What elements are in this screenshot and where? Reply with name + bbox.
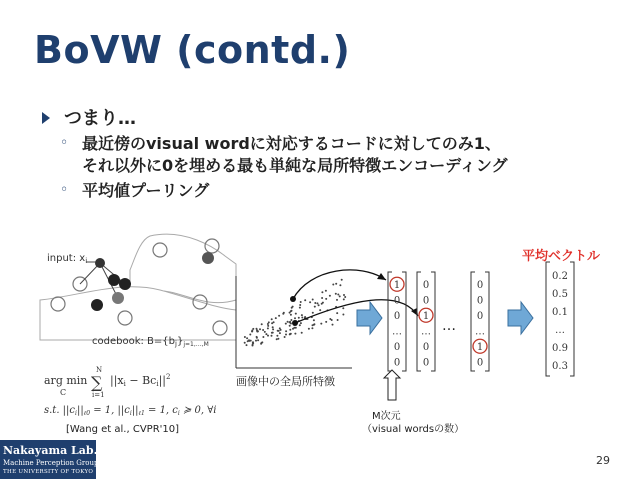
scatter-dot — [257, 331, 259, 333]
scatter-dot — [342, 314, 344, 316]
scatter-dot — [285, 330, 287, 332]
scatter-dot — [325, 290, 327, 292]
scatter-dot — [285, 334, 287, 336]
vector-entry: 0.3 — [552, 361, 568, 372]
scatter-dot — [325, 298, 327, 300]
equation-constraints: s.t. $||c_i||_{\ell 0} = 1$, $||c_i||_{\ell 1} = 1$, $c_i$ ≽ 0, ∀i — [44, 405, 217, 417]
vector-entry: 0.9 — [552, 343, 568, 354]
scatter-dot — [335, 283, 337, 285]
scatter-dot — [313, 323, 315, 325]
scatter-dot — [294, 317, 296, 319]
vector-entry: … — [555, 325, 565, 336]
vector-entry: 0 — [393, 295, 401, 307]
scatter-dot — [267, 335, 269, 337]
scatter-dot — [284, 336, 286, 338]
vector-entry: 0 — [422, 357, 430, 369]
citation: [Wang et al., CVPR'10] — [66, 424, 180, 435]
scatter-dot — [285, 323, 287, 325]
vector-entry: 0.1 — [552, 307, 568, 318]
lab-group: Machine Perception Group — [3, 459, 99, 467]
scatter-dot — [279, 327, 281, 329]
vector-entry: … — [475, 326, 485, 338]
scatter-dot — [257, 339, 259, 341]
average-vector — [546, 262, 574, 376]
scatter-dot — [293, 327, 295, 329]
scatter-dot — [256, 337, 258, 339]
scatter-dot — [290, 323, 292, 325]
selected-codeword — [119, 278, 131, 290]
scatter-dot — [246, 344, 248, 346]
scatter-dot — [332, 284, 334, 286]
scatter-dot — [262, 336, 264, 338]
equation-objective: $||xi - Bci||^2$ — [110, 373, 171, 388]
scatter-dot — [271, 335, 273, 337]
vector-bracket-right — [431, 272, 435, 371]
local-feature-scatter — [236, 276, 352, 368]
vector-entry: … — [421, 326, 431, 338]
equation-argmin: arg min — [44, 374, 88, 387]
curved-arrow-1 — [293, 270, 386, 299]
vector-entry: … — [392, 326, 402, 338]
vector-bracket-left — [471, 272, 475, 371]
scatter-dot — [277, 338, 279, 340]
scatter-dot — [339, 284, 341, 286]
vector-bracket-right — [570, 262, 574, 376]
scatter-dot — [339, 295, 341, 297]
sub-bullet-1-mark: ◦ — [60, 135, 69, 151]
vector-entry: 0 — [422, 295, 430, 307]
vector-entry: 0 — [393, 357, 401, 369]
scatter-dot — [261, 323, 263, 325]
scatter-dot — [272, 332, 274, 334]
scatter-dot — [290, 314, 292, 316]
scatter-dot — [265, 333, 267, 335]
code-vector-2 — [417, 272, 435, 371]
scatter-dot — [301, 317, 303, 319]
selected-codeword — [108, 274, 120, 286]
scatter-dot — [267, 327, 269, 329]
selected-codeword — [112, 292, 124, 304]
dimension-caption-line2: （visual wordsの数） — [362, 424, 465, 435]
sub-bullet-1-line1: 最近傍のvisual wordに対応するコードに対してのみ1、 — [82, 134, 501, 153]
input-label: input: $x_i$ — [47, 253, 88, 265]
scatter-dot — [287, 321, 289, 323]
scatter-dot — [252, 342, 254, 344]
equation-sum-bottom: i=1 — [92, 391, 105, 399]
scatter-dot — [264, 331, 266, 333]
lab-university: THE UNIVERSITY OF TOKYO — [3, 469, 94, 475]
vector-bracket-left — [417, 272, 421, 371]
scatter-dot — [341, 279, 343, 281]
scatter-dot — [336, 299, 338, 301]
block-arrow-to-average — [508, 302, 533, 334]
scatter-dot — [337, 319, 339, 321]
scatter-dot — [313, 319, 315, 321]
scatter-dot — [244, 336, 246, 338]
scatter-dot — [299, 324, 301, 326]
sub-bullet-1-line2: それ以外に0を埋める最も単純な局所特徴エンコーディング — [82, 156, 508, 175]
vectors-ellipsis: … — [442, 318, 456, 334]
scatter-dot — [276, 338, 278, 340]
scatter-dot — [321, 297, 323, 299]
vector-entry: 0 — [422, 279, 430, 291]
scatter-dot — [309, 301, 311, 303]
scatter-dot — [292, 306, 294, 308]
vector-entry: 0 — [393, 341, 401, 353]
code-vector-1 — [388, 272, 406, 371]
scatter-dot — [319, 309, 321, 311]
scatter-dot — [325, 321, 327, 323]
vector-entry: 0 — [393, 310, 401, 322]
vector-bracket-right — [485, 272, 489, 371]
vector-entry: 0 — [476, 310, 484, 322]
vector-entry: 1 — [422, 310, 430, 322]
vector-bracket-left — [546, 262, 550, 376]
scatter-dot — [314, 302, 316, 304]
dimension-caption-line1: M次元 — [372, 411, 401, 422]
scatter-dot — [329, 295, 331, 297]
scatter-dot — [311, 327, 313, 329]
scatter-dot — [256, 328, 258, 330]
scatter-dot — [300, 301, 302, 303]
slide-title: BoVW (contd.) — [34, 28, 351, 72]
scatter-dot — [260, 343, 262, 345]
scatter-dot — [317, 302, 319, 304]
codebook-label: codebook: $B=\{b_j\}_{j=1,\dots,M}$ — [92, 336, 209, 348]
scatter-dot — [276, 335, 278, 337]
scatter-dot — [312, 324, 314, 326]
scatter-dot — [342, 307, 344, 309]
scatter-dot — [262, 329, 264, 331]
scatter-dot — [344, 296, 346, 298]
vector-entry: 1 — [476, 341, 484, 353]
vector-entry: 0 — [476, 279, 484, 291]
scatter-dot — [321, 291, 323, 293]
vector-entry: 0.5 — [552, 289, 568, 300]
scatter-dot — [329, 318, 331, 320]
scatter-dot — [298, 317, 300, 319]
scatter-dot — [289, 333, 291, 335]
scatter-dot — [278, 315, 280, 317]
scatter-dot — [252, 328, 254, 330]
scatter-dot — [278, 330, 280, 332]
scatter-dot — [301, 332, 303, 334]
scatter-dot — [271, 318, 273, 320]
scatter-dot — [271, 322, 273, 324]
sub-bullet-2-text: 平均値プーリング — [82, 181, 210, 200]
vector-entry: 0 — [476, 357, 484, 369]
scatter-dot — [312, 299, 314, 301]
scatter-dot — [248, 340, 250, 342]
average-vector-label: 平均ベクトル — [522, 249, 601, 264]
scatter-dot — [332, 324, 334, 326]
scatter-dot — [295, 313, 297, 315]
scatter-dot — [343, 298, 345, 300]
scatter-dot — [272, 326, 274, 328]
sub-bullet-2-mark: ◦ — [60, 182, 69, 198]
scatter-dot — [289, 325, 291, 327]
scatter-dot — [290, 319, 292, 321]
scatter-dot — [255, 340, 257, 342]
scatter-dot — [275, 317, 277, 319]
scatter-dot — [343, 294, 345, 296]
bullet-1-text: つまり… — [64, 108, 136, 129]
scatter-dot — [337, 294, 339, 296]
scatter-dot — [272, 328, 274, 330]
scatter-dot — [267, 325, 269, 327]
scatter-dot — [267, 323, 269, 325]
vector-entry: 1 — [393, 279, 401, 291]
feature-space-illustration — [40, 234, 236, 417]
page-number: 29 — [596, 454, 610, 467]
scatter-dot — [299, 307, 301, 309]
selected-codeword — [202, 252, 214, 264]
equation-sum-top: N — [96, 366, 103, 374]
scatter-dot — [314, 306, 316, 308]
scatter-dot — [246, 337, 248, 339]
selected-codeword — [91, 299, 103, 311]
scatter-dot — [279, 332, 281, 334]
scatter-dot — [251, 330, 253, 332]
scatter-dot — [321, 303, 323, 305]
scatter-caption: 画像中の全局所特徴 — [236, 375, 335, 388]
scatter-dot — [289, 329, 291, 331]
scatter-dot — [294, 333, 296, 335]
scatter-dot — [249, 334, 251, 336]
scatter-dot — [300, 322, 302, 324]
vector-entry: 0 — [422, 341, 430, 353]
vector-entry: 0 — [476, 295, 484, 307]
scatter-dot — [259, 328, 261, 330]
vector-entry: 0.2 — [552, 271, 568, 282]
scatter-dot — [304, 316, 306, 318]
scatter-dot — [247, 340, 249, 342]
lab-name: Nakayama Lab. — [3, 444, 98, 457]
scatter-dot — [290, 310, 292, 312]
dimension-arrow — [384, 370, 400, 400]
code-vector-3 — [471, 272, 489, 371]
scatter-dot — [282, 313, 284, 315]
scatter-dot — [244, 342, 246, 344]
scatter-dot — [318, 304, 320, 306]
input-point — [95, 258, 105, 268]
equation-sum-sign: ∑ — [91, 373, 103, 392]
scatter-dot — [336, 312, 338, 314]
scatter-dot — [312, 312, 314, 314]
scatter-dot — [335, 293, 337, 295]
scatter-dot — [301, 314, 303, 316]
scatter-dot — [299, 304, 301, 306]
scatter-dot — [308, 328, 310, 330]
scatter-dot — [320, 323, 322, 325]
block-arrow-to-codes — [357, 302, 382, 334]
equation-argmin-var: C — [60, 388, 67, 397]
scatter-dot — [304, 299, 306, 301]
